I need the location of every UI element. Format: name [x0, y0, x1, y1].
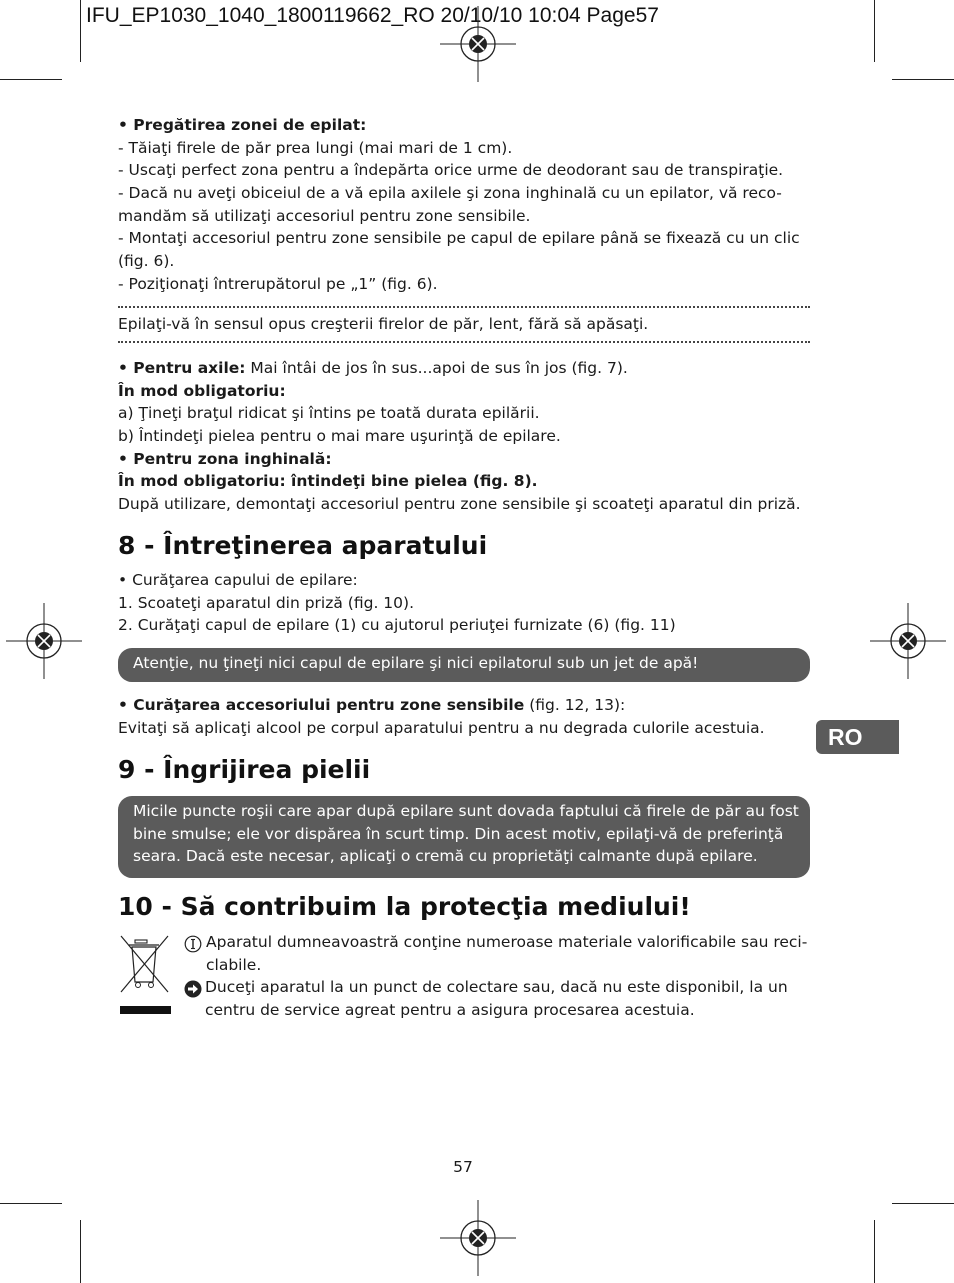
accessory-cleaning: [118, 694, 808, 739]
mandatory-label: În mod obligatoriu:: [118, 381, 286, 400]
axile-instruction: • Pentru axile: Mai întâi de jos în sus...apoi de sus în jos (fig. 7).: [118, 359, 628, 377]
page-number: 57: [453, 1158, 473, 1176]
skin-care-line: seara. Dacă este necesar, aplicaţi o cremă cu proprietăţi calmante după epilare.: [133, 847, 758, 866]
preparation-line: - Tăiaţi firele de păr prea lungi (mai mari de 1 cm).: [118, 138, 513, 157]
cleaning-line: 1. Scoateţi aparatul din priză (fig. 10).: [118, 593, 414, 612]
crop-mark: [892, 1203, 954, 1204]
recycling-line: clabile.: [206, 955, 262, 974]
preparation-line: - Uscaţi perfect zona pentru a îndepărta orice urme de deodorant sau de transpiraţie.: [118, 161, 784, 180]
usage-block: [118, 357, 808, 516]
cleaning-line: 2. Curăţaţi capul de epilare (1) cu ajutorul periuţei furnizate (6) (fig. 11): [118, 616, 676, 635]
dotted-divider: [118, 341, 810, 343]
recycling-line: Aparatul dumneavoastră conţine numeroase materiale valorificabile sau reci-: [206, 933, 808, 951]
crop-mark: [80, 1220, 81, 1283]
direction-note: Epilaţi-vă în sensul opus creşterii firelor de păr, lent, fără să apăsaţi.: [118, 315, 649, 333]
preparation-line: - Dacă nu aveţi obiceiul de a vă epila axilele şi zona inghinală cu un epilator, vă reco-: [118, 184, 782, 203]
crop-mark: [874, 0, 875, 62]
groin-title: • Pentru zona inghinală:: [118, 449, 332, 468]
crop-mark: [892, 79, 954, 80]
crop-mark: [0, 79, 62, 80]
crop-mark: [0, 1203, 62, 1204]
preparation-block: [118, 114, 808, 296]
registration-mark-icon: [440, 1200, 516, 1276]
usage-line: După utilizare, demontaţi accesoriul pentru zone sensibile şi scoateţi aparatul din priză.: [118, 495, 801, 514]
preparation-line: - Montaţi accesoriul pentru zone sensibile pe capul de epilare până se fixează cu un clic: [118, 229, 800, 248]
preparation-line: mandăm să utilizaţi accesoriul pentru zone sensibile.: [118, 206, 531, 225]
warning-banner: Atenţie, nu ţineţi nici capul de epilare şi nici epilatorul sub un jet de apă!: [118, 648, 810, 682]
crossed-bin-icon: [118, 934, 174, 1016]
skin-care-banner: [118, 796, 810, 878]
recycling-line: centru de service agreat pentru a asigura procesarea acestuia.: [205, 1000, 695, 1019]
section-8-title: 8 - Întreţinerea aparatului: [118, 531, 488, 560]
language-tab: RO: [816, 720, 899, 754]
crop-mark: [80, 0, 81, 62]
recycling-action: [205, 976, 835, 1021]
arrow-right-icon: [184, 980, 202, 998]
recycling-line: Duceţi aparatul la un punct de colectare sau, dacă nu este disponibil, la un: [205, 978, 788, 996]
registration-mark-icon: [6, 603, 82, 679]
dotted-divider: [118, 306, 810, 308]
section-9-title: 9 - Îngrijirea pielii: [118, 755, 371, 784]
file-header: IFU_EP1030_1040_1800119662_RO 20/10/10 10:04 Page57: [86, 4, 659, 27]
skin-care-line: Micile puncte roşii care apar după epilare sunt dovada faptului că firele de păr au fost: [133, 802, 799, 820]
usage-line: a) Ţineţi braţul ridicat şi întins pe toată durata epilării.: [118, 404, 540, 423]
skin-care-line: bine smulse; ele vor dispărea în scurt timp. Din acest motiv, epilaţi-vă de preferinţă: [133, 824, 784, 843]
section-10-title: 10 - Să contribuim la protecţia mediului!: [118, 892, 691, 921]
preparation-line: (fig. 6).: [118, 252, 175, 271]
accessory-line: • Curăţarea accesoriului pentru zone sensibile (fig. 12, 13):: [118, 696, 626, 714]
info-icon: [184, 935, 202, 953]
preparation-title: • Pregătirea zonei de epilat:: [118, 116, 367, 134]
preparation-line: - Poziţionaţi întrerupătorul pe „1” (fig. 6).: [118, 274, 438, 293]
registration-mark-icon: [870, 603, 946, 679]
section-8-steps: [118, 569, 808, 637]
groin-mandatory: În mod obligatoriu: întindeţi bine pielea (fig. 8).: [118, 472, 538, 491]
usage-line: b) Întindeţi pielea pentru o mai mare uşurinţă de epilare.: [118, 427, 561, 446]
registration-mark-icon: [440, 6, 516, 82]
recycling-info: [206, 931, 836, 976]
crop-mark: [874, 1220, 875, 1283]
alcohol-warning: Evitaţi să aplicaţi alcool pe corpul aparatului pentru a nu degrada culorile acestuia.: [118, 718, 765, 737]
cleaning-line: • Curăţarea capului de epilare:: [118, 571, 358, 589]
